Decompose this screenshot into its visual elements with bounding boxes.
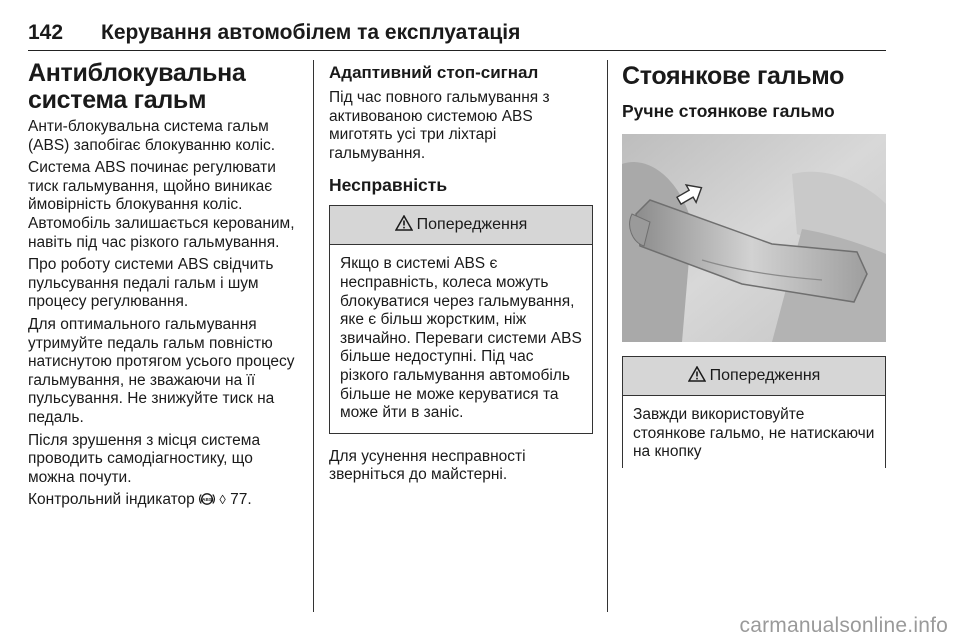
column-parking-brake — [622, 60, 886, 468]
paragraph: Після зрушення з місця система проводить самодіагностику, що можна почути. — [28, 431, 261, 486]
subsection-title-fault: Несправність — [329, 175, 448, 196]
indicator-reference — [28, 491, 298, 513]
reference-text: Контрольний індикатор — [28, 491, 195, 509]
abs-indicator-icon — [199, 491, 215, 513]
warning-text: Якщо в системі ABS є несправність, колеса можуть блокуватися через гальмування, яке є більш жорстким, ніж звичайно. Переваги системи ABS більше недоступні. Під час різкого гальмування автомобіль більше не може керуватися та може йти в заніс. — [340, 255, 582, 422]
warning-triangle-icon — [395, 215, 413, 236]
running-title: Керування автомобілем та експлуатація — [101, 21, 521, 44]
page-header — [28, 16, 886, 51]
paragraph: Система ABS починає регулювати тиск гальмування, щойно виникає ймовірність блокування коліс. Автомобіль залишається керованим, навіть під час різкого гальмування. — [28, 159, 295, 251]
paragraph: Для усунення несправності зверніться до майстерні. — [329, 447, 526, 484]
warning-header — [623, 357, 885, 396]
column-brake-light — [329, 60, 593, 489]
warning-header — [330, 206, 592, 245]
subsection-title-manual-parking-brake: Ручне стоянкове гальмо — [622, 101, 835, 121]
watermark: carmanualsonline.info — [739, 614, 948, 637]
column-abs — [28, 60, 298, 517]
section-title-parking-brake: Стоянкове гальмо — [622, 62, 845, 90]
page-ref-arrow-icon[interactable]: ◊ — [219, 492, 226, 508]
paragraph: Для оптимального гальмування утримуйте педаль гальм повністю натиснутою протягом усього процесу гальмування, не зважаючи на її пульсування. Не знижуйте тиск на педаль. — [28, 315, 295, 426]
paragraph: Під час повного гальмування з активованою системою ABS миготять усі три ліхтарі гальмування. — [329, 89, 550, 162]
warning-body — [330, 245, 592, 432]
warning-box — [329, 205, 593, 433]
subsection-title-adaptive-brake-light: Адаптивний стоп-сигнал — [329, 63, 539, 82]
parking-brake-photo — [622, 134, 886, 342]
warning-label: Попередження — [416, 216, 528, 234]
column-divider-2 — [607, 60, 608, 612]
paragraph: Анти-блокувальна система гальм (ABS) запобігає блокуванню коліс. — [28, 118, 276, 154]
page-ref-link[interactable]: 77. — [230, 491, 252, 509]
warning-label: Попередження — [709, 367, 821, 384]
warning-body — [623, 396, 885, 468]
column-divider-1 — [313, 60, 314, 612]
svg-text:(ABS): (ABS) — [200, 497, 214, 503]
section-title-abs: Антиблокувальна система гальм — [28, 59, 246, 114]
page-number: 142 — [28, 21, 64, 44]
warning-text: Завжди використовуйте стоянкове гальмо, не натискаючи на кнопку — [633, 406, 875, 461]
warning-triangle-icon — [688, 366, 706, 387]
paragraph: Про роботу системи ABS свідчить пульсування педалі гальм і шум процесу регулювання. — [28, 256, 274, 311]
warning-box — [622, 356, 886, 468]
